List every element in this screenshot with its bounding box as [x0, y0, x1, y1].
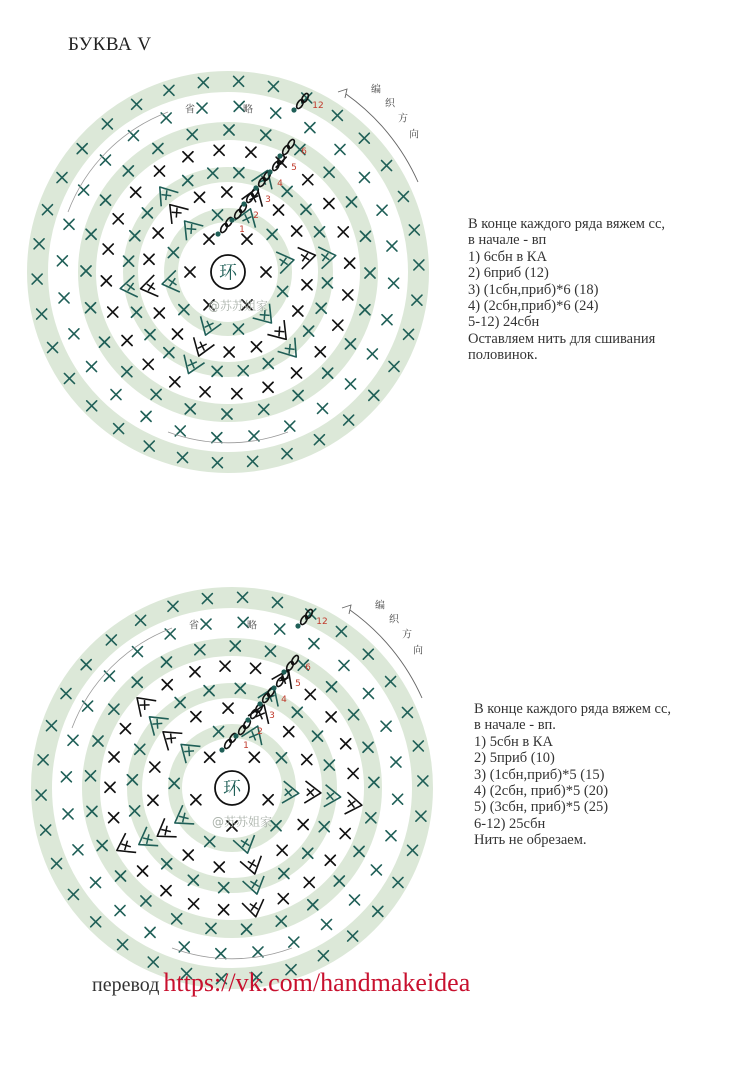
chain-stitch-mark — [249, 708, 259, 719]
sc-stitch-mark — [220, 661, 230, 671]
round-number: 4 — [277, 179, 283, 189]
slip-stitch-mark — [281, 669, 286, 674]
instruction-line: в начале - вп — [468, 232, 547, 249]
sc-stitch-mark — [216, 949, 226, 959]
instruction-line: 6-12) 25сбн — [474, 815, 546, 832]
credit-label: перевод — [92, 974, 160, 996]
sc-stitch-mark — [348, 768, 358, 778]
sc-stitch-mark — [305, 689, 315, 699]
sc-stitch-mark — [371, 865, 381, 875]
sc-stitch-mark — [223, 703, 233, 713]
sc-stitch-mark — [214, 862, 224, 872]
sc-stitch-mark — [91, 878, 101, 888]
translation-credit — [92, 968, 470, 998]
increase-stitch-mark — [345, 792, 364, 816]
instruction-line: 5) (3сбн, приб)*5 (25) — [474, 799, 609, 816]
page-title: БУКВА V — [68, 34, 152, 55]
round-number: 12 — [316, 617, 328, 627]
sc-stitch-mark — [73, 845, 83, 855]
sc-stitch-mark — [263, 795, 273, 805]
sc-stitch-mark — [386, 831, 396, 841]
sc-stitch-mark — [284, 727, 294, 737]
increase-stitch-mark — [242, 899, 267, 919]
direction-label: 方 — [398, 113, 408, 125]
sc-stitch-mark — [150, 762, 160, 772]
watermark-text: @苏苏姐家 — [207, 299, 269, 313]
omitted-rounds-label: 省 — [189, 620, 199, 632]
round-number: 5 — [295, 679, 301, 689]
sc-stitch-mark — [148, 795, 158, 805]
round-number: 1 — [239, 225, 245, 235]
sc-stitch-mark — [278, 894, 288, 904]
sc-stitch-mark — [138, 866, 148, 876]
sc-stitch-mark — [249, 752, 259, 762]
sc-stitch-mark — [189, 899, 199, 909]
sc-stitch-mark — [205, 752, 215, 762]
instruction-line: 4) (2сбн,приб)*6 (24) — [468, 298, 599, 315]
instruction-line: В конце каждого ряда вяжем сс, — [468, 216, 666, 232]
sc-stitch-mark — [275, 624, 285, 634]
credit-link[interactable]: https://vk.com/handmakeidea — [163, 968, 471, 997]
sc-stitch-mark — [145, 927, 155, 937]
sc-stitch-mark — [391, 757, 401, 767]
sc-stitch-mark — [68, 735, 78, 745]
watermark-text: @苏苏姐家 — [211, 815, 273, 829]
sc-stitch-mark — [340, 829, 350, 839]
sc-stitch-mark — [322, 919, 332, 929]
diagram-group — [36, 592, 428, 983]
sc-stitch-mark — [105, 782, 115, 792]
round-number: 3 — [269, 711, 275, 721]
round-number: 2 — [257, 727, 263, 737]
sc-stitch-mark — [339, 660, 349, 670]
sc-stitch-mark — [304, 877, 314, 887]
round-number: 4 — [281, 695, 287, 705]
direction-label: 编 — [375, 600, 385, 612]
omitted-rounds-label: 略 — [243, 104, 253, 116]
instruction-line: 2) 5приб (10) — [474, 750, 555, 767]
sc-stitch-mark — [325, 855, 335, 865]
sc-stitch-mark — [183, 850, 193, 860]
chain-stitch-mark — [275, 676, 285, 687]
sc-stitch-mark — [115, 906, 125, 916]
sc-stitch-mark — [161, 886, 171, 896]
direction-label: 编 — [371, 84, 381, 96]
instruction-line: Нить не обрезаем. — [474, 832, 587, 849]
direction-label: 向 — [413, 645, 423, 657]
sc-stitch-mark — [341, 739, 351, 749]
sc-stitch-mark — [393, 794, 403, 804]
slip-stitch-mark — [295, 623, 300, 628]
sc-stitch-mark — [277, 845, 287, 855]
round-number: 6 — [305, 663, 311, 673]
sc-stitch-mark — [120, 724, 130, 734]
direction-label: 织 — [389, 614, 399, 626]
sc-stitch-mark — [63, 809, 73, 819]
sc-stitch-mark — [201, 619, 211, 629]
sc-stitch-mark — [109, 813, 119, 823]
slip-stitch-mark — [245, 717, 250, 722]
sc-stitch-mark — [350, 895, 360, 905]
instructions-bottom — [474, 701, 671, 849]
sc-stitch-mark — [162, 680, 172, 690]
round-number: 3 — [265, 195, 271, 205]
slip-stitch-mark — [257, 701, 262, 706]
instruction-line: 2) 6приб (12) — [468, 265, 549, 282]
sc-stitch-mark — [309, 639, 319, 649]
instruction-line: 1) 5сбн в КА — [474, 733, 553, 750]
direction-label: 方 — [402, 629, 412, 641]
sc-stitch-mark — [109, 752, 119, 762]
sc-stitch-mark — [302, 755, 312, 765]
instruction-line: 4) (2сбн, приб)*5 (20) — [474, 783, 609, 800]
instruction-line: 3) (1сбн,приб)*5 (15) — [474, 766, 605, 783]
direction-arrow-head — [342, 605, 351, 614]
sc-stitch-mark — [363, 688, 373, 698]
sc-stitch-mark — [179, 942, 189, 952]
slip-stitch-mark — [233, 733, 238, 738]
chain-stitch-mark — [223, 738, 233, 749]
instruction-line: 1) 6сбн в КА — [468, 248, 547, 265]
omission-arc — [172, 948, 292, 959]
magic-ring-label: 环 — [219, 262, 237, 284]
round-number: 6 — [301, 147, 307, 157]
round-number: 1 — [243, 741, 249, 751]
omitted-rounds-label: 省 — [185, 104, 195, 116]
sc-stitch-mark — [190, 667, 200, 677]
slip-stitch-mark — [271, 685, 276, 690]
sc-stitch-mark — [191, 795, 201, 805]
round-number: 12 — [312, 101, 324, 111]
magic-ring-label: 环 — [223, 778, 241, 800]
round-number: 5 — [291, 163, 297, 173]
instruction-line: В конце каждого ряда вяжем сс, — [474, 701, 672, 717]
sc-stitch-mark — [61, 772, 71, 782]
instruction-line: половинок. — [468, 347, 538, 364]
sc-stitch-mark — [381, 721, 391, 731]
sc-stitch-mark — [289, 937, 299, 947]
instruction-line: Оставляем нить для сшивания — [468, 330, 656, 347]
sc-stitch-mark — [251, 663, 261, 673]
increase-stitch-mark — [304, 781, 321, 804]
direction-label: 向 — [409, 129, 419, 141]
sc-stitch-mark — [219, 905, 229, 915]
sc-stitch-mark — [253, 947, 263, 957]
direction-label: 织 — [385, 98, 395, 110]
slip-stitch-mark — [219, 747, 224, 752]
round-number: 2 — [253, 211, 259, 221]
instruction-line: 3) (1сбн,приб)*6 (18) — [468, 281, 599, 298]
omitted-rounds-label: 略 — [247, 620, 257, 632]
instruction-line: в начале - вп. — [474, 717, 556, 734]
sc-stitch-mark — [326, 712, 336, 722]
instruction-line: 5-12) 24сбн — [468, 314, 540, 331]
sc-stitch-mark — [191, 712, 201, 722]
sc-stitch-mark — [298, 820, 308, 830]
